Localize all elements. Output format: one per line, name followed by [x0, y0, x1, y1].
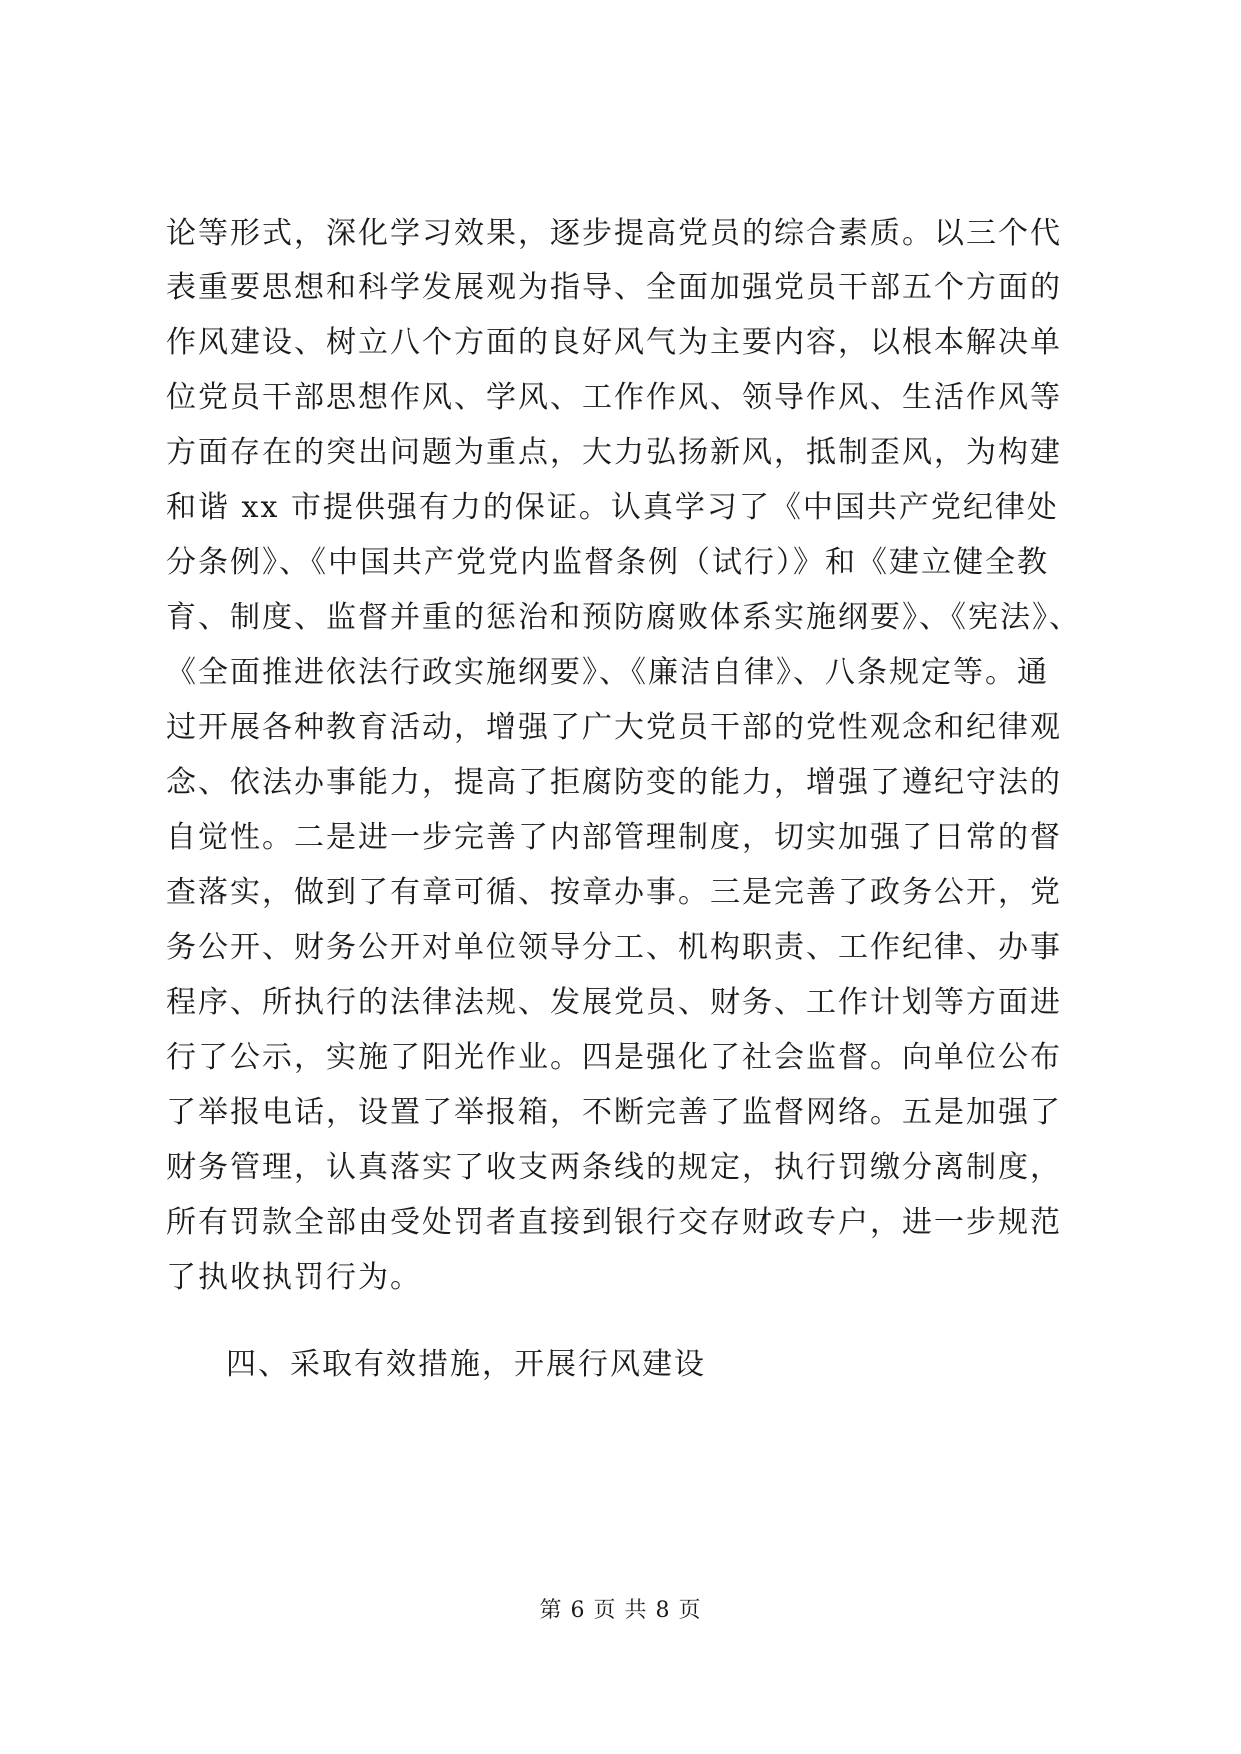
body-text-line: 方面存在的突出问题为重点，大力弘扬新风，抵制歪风，为构建 [166, 435, 1062, 470]
body-text-line: 位党员干部思想作风、学风、工作作风、领导作风、生活作风等 [166, 380, 1062, 415]
body-text-line: 程序、所执行的法律法规、发展党员、财务、工作计划等方面进 [166, 985, 1062, 1020]
body-text-line: 育、制度、监督并重的惩治和预防腐败体系实施纲要》、《宪法》、 [166, 600, 1081, 635]
body-text-line: 论等形式，深化学习效果，逐步提高党员的综合素质。以三个代 [166, 216, 1062, 251]
body-text-line: 务公开、财务公开对单位领导分工、机构职责、工作纪律、办事 [166, 930, 1062, 965]
body-text-line: 过开展各种教育活动，增强了广大党员干部的党性观念和纪律观 [166, 710, 1062, 745]
body-text-line: 表重要思想和科学发展观为指导、全面加强党员干部五个方面的 [166, 270, 1062, 305]
body-text-line: 和谐 xx 市提供强有力的保证。认真学习了《中国共产党纪律处 [166, 490, 1059, 525]
page-number-footer: 第 6 页 共 8 页 [539, 1598, 702, 1623]
body-text-line: 了执收执罚行为。 [166, 1260, 422, 1295]
body-text-line: 《全面推进依法行政实施纲要》、《廉洁自律》、八条规定等。通 [166, 655, 1049, 690]
body-text-line: 行了公示，实施了阳光作业。四是强化了社会监督。向单位公布 [166, 1040, 1062, 1075]
body-text-line: 财务管理，认真落实了收支两条线的规定，执行罚缴分离制度， [166, 1150, 1062, 1185]
body-text-line: 念、依法办事能力，提高了拒腐防变的能力，增强了遵纪守法的 [166, 765, 1062, 800]
body-text-line: 了举报电话，设置了举报箱，不断完善了监督网络。五是加强了 [166, 1095, 1062, 1130]
section-heading: 四、采取有效措施，开展行风建设 [226, 1347, 706, 1382]
body-text-line: 所有罚款全部由受处罚者直接到银行交存财政专户，进一步规范 [166, 1205, 1062, 1240]
body-text-line: 自觉性。二是进一步完善了内部管理制度，切实加强了日常的督 [166, 820, 1062, 855]
body-text-line: 分条例》、《中国共产党党内监督条例（试行）》和《建立健全教 [166, 545, 1049, 580]
body-text-line: 作风建设、树立八个方面的良好风气为主要内容，以根本解决单 [166, 325, 1062, 360]
body-text-line: 查落实，做到了有章可循、按章办事。三是完善了政务公开，党 [166, 875, 1062, 910]
